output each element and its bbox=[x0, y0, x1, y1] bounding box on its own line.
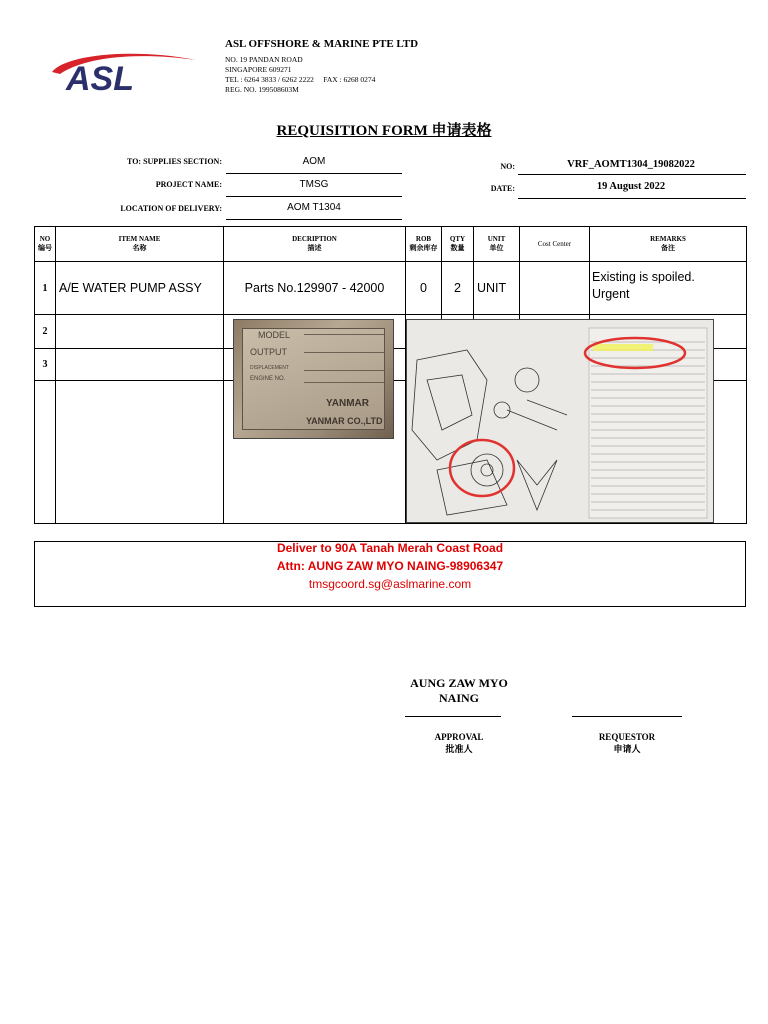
delivery-attention: Attn: AUNG ZAW MYO NAING-98906347 bbox=[276, 559, 504, 573]
project-value: TMSG bbox=[299, 179, 329, 190]
header-item-name: ITEM NAME 名称 bbox=[56, 227, 224, 262]
row-rob: 0 bbox=[406, 262, 442, 315]
header-qty: QTY 数量 bbox=[442, 227, 474, 262]
delivery-email: tmsgcoord.sg@aslmarine.com bbox=[308, 577, 472, 591]
nameplate-output-label: OUTPUT bbox=[250, 347, 287, 357]
project-label: PROJECT NAME: bbox=[155, 180, 222, 189]
company-tel-fax: TEL : 6264 3833 / 6262 2222 FAX : 6268 0274 bbox=[225, 75, 376, 84]
form-title: REQUISITION FORM 申请表格 bbox=[276, 123, 492, 139]
company-reg-no: REG. NO. 199508603M bbox=[225, 85, 299, 94]
header-remarks: REMARKS 备注 bbox=[590, 227, 747, 262]
table-header-row bbox=[35, 227, 747, 262]
no-value: VRF_AOMT1304_19082022 bbox=[567, 159, 695, 170]
approval-label: APPROVAL 批准人 bbox=[434, 732, 484, 754]
nameplate-maker: YANMAR CO.,LTD bbox=[306, 416, 383, 426]
no-label: NO: bbox=[500, 162, 515, 171]
approval-signature-line bbox=[405, 716, 501, 717]
company-name: ASL OFFSHORE & MARINE PTE LTD bbox=[225, 38, 419, 50]
row-item-name: A/E WATER PUMP ASSY bbox=[56, 262, 224, 315]
asl-logo bbox=[46, 50, 198, 94]
row-qty: 2 bbox=[442, 262, 474, 315]
row-cost-center bbox=[520, 262, 590, 315]
table-row bbox=[35, 262, 747, 315]
row-remarks-line-1: Existing is spoiled. bbox=[592, 270, 695, 284]
delivery-instructions bbox=[34, 541, 746, 607]
header-rob: ROB 剩余库存 bbox=[406, 227, 442, 262]
project-underline bbox=[226, 196, 402, 197]
header-unit: UNIT 单位 bbox=[474, 227, 520, 262]
requestor-signature-line bbox=[572, 716, 682, 717]
parts-diagram-photo bbox=[406, 319, 714, 523]
row-no: 3 bbox=[35, 349, 56, 381]
row-remarks bbox=[590, 262, 747, 315]
logo-text: ASL bbox=[66, 60, 134, 94]
row-remarks-line-2: Urgent bbox=[592, 287, 630, 301]
row-unit: UNIT bbox=[474, 262, 520, 315]
date-underline bbox=[518, 198, 746, 199]
header-description: DECRIPTION 描述 bbox=[224, 227, 406, 262]
engine-nameplate-photo bbox=[233, 319, 394, 439]
approval-name: AUNG ZAW MYO NAING bbox=[410, 676, 508, 705]
row-no: 1 bbox=[35, 262, 56, 315]
nameplate-model-label: MODEL bbox=[258, 330, 291, 340]
delivery-address: Deliver to 90A Tanah Merah Coast Road bbox=[276, 541, 504, 555]
row-description: Parts No.129907 - 42000 bbox=[224, 262, 406, 315]
requestor-label: REQUESTOR 申请人 bbox=[598, 732, 656, 754]
nameplate-engine-no-label: ENGINE NO. bbox=[250, 376, 286, 382]
company-address-2: SINGAPORE 609271 bbox=[225, 65, 292, 74]
to-underline bbox=[226, 173, 402, 174]
date-value: 19 August 2022 bbox=[596, 181, 666, 192]
nameplate-brand: YANMAR bbox=[326, 398, 369, 409]
location-underline bbox=[226, 219, 402, 220]
header-no: NO 编号 bbox=[35, 227, 56, 262]
location-label: LOCATION OF DELIVERY: bbox=[120, 204, 222, 213]
row-no: 2 bbox=[35, 315, 56, 349]
header-cost-center: Cost Center bbox=[520, 227, 590, 262]
to-label: TO: SUPPLIES SECTION: bbox=[127, 157, 222, 166]
nameplate-displacement-label: DISPLACEMENT bbox=[250, 365, 289, 371]
date-label: DATE: bbox=[490, 184, 515, 193]
no-underline bbox=[518, 174, 746, 175]
to-value: AOM bbox=[302, 156, 326, 167]
parts-diagram-drawing bbox=[407, 320, 713, 522]
company-address-1: NO. 19 PANDAN ROAD bbox=[225, 55, 303, 64]
location-value: AOM T1304 bbox=[287, 202, 341, 213]
